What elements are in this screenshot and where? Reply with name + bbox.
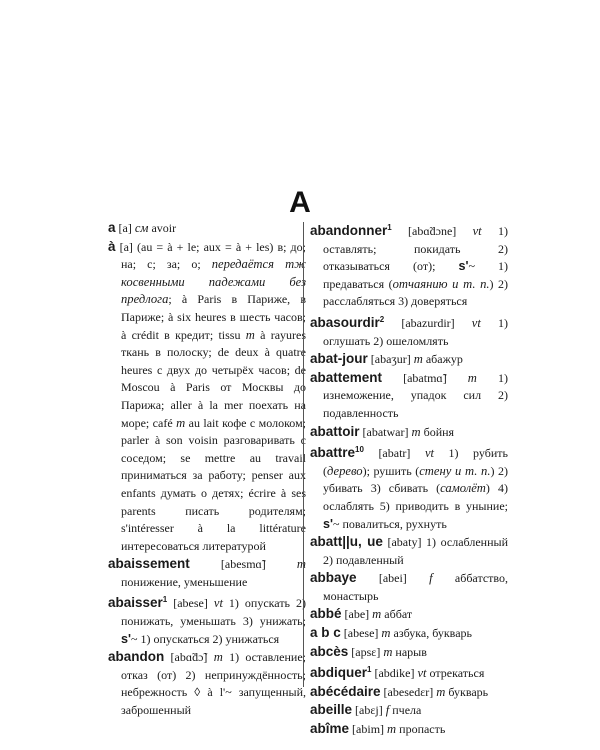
entry-text: 1) оставлять; покидать 2) отказываться (от);	[323, 224, 508, 274]
conjugation-number: 2	[379, 314, 385, 324]
dictionary-entry	[108, 219, 306, 238]
conjugation-number: 1	[162, 595, 168, 605]
entry-label-italic: m	[176, 415, 186, 430]
entry-text: [apsɛ]	[348, 644, 384, 659]
entry-text: ~ 1) предаваться (	[323, 259, 508, 291]
entry-label-italic: m	[413, 352, 423, 367]
entry-label-italic: стену и т. п.	[419, 463, 491, 478]
dictionary-entry	[310, 683, 508, 702]
dictionary-entry	[310, 423, 508, 442]
column-divider	[303, 222, 304, 687]
reflexive-marker: s'	[458, 259, 469, 274]
entry-headword: abattoir	[310, 423, 360, 439]
entry-headword: abbé	[310, 606, 342, 622]
entry-text: ) 4) ослаблять 5) приводить в уныние;	[323, 481, 508, 513]
entry-headword: abattre	[310, 445, 356, 461]
entry-label-italic: f	[429, 571, 433, 586]
dictionary-entry	[310, 311, 508, 350]
entry-text: [abdike]	[371, 666, 418, 681]
entry-text: понижение, уменьшение	[121, 574, 248, 589]
entry-text: [abe]	[341, 607, 373, 622]
dictionary-entry	[310, 441, 508, 533]
entry-text: à rayures ткань в полоску; de deux à quatre heures с двух до четырёх часов; de Moscou à Paris от Москвы до Парижа; aller à la mer поехать на море; café	[121, 327, 307, 430]
entry-text: пропасть	[396, 722, 446, 737]
entry-text: отрекаться	[426, 666, 485, 681]
entry-headword: abandon	[108, 649, 165, 665]
entry-label-italic: m	[245, 327, 255, 342]
entry-text: [abɑ̃dɔ̃]	[164, 650, 214, 665]
dictionary-entry	[310, 533, 508, 569]
entry-label-italic: vt	[417, 666, 427, 681]
entries-column-right	[310, 219, 508, 739]
reflexive-marker: s'	[323, 516, 333, 531]
dictionary-entry	[310, 643, 508, 662]
entry-headword: abeille	[310, 702, 353, 718]
section-letter: A	[289, 186, 311, 219]
entry-headword: abbaye	[310, 570, 357, 586]
entry-text: [abatmɑ̃]	[382, 370, 468, 385]
dictionary-entry	[310, 369, 508, 423]
entry-headword: abattement	[310, 369, 383, 385]
entry-headword: abîme	[310, 721, 350, 737]
entry-headword: à	[108, 238, 116, 254]
entry-headword: abdiquer	[310, 665, 368, 681]
dictionary-entry	[108, 238, 306, 556]
entry-headword: abaissement	[108, 556, 190, 572]
entry-label-italic: f	[385, 703, 390, 718]
dictionary-entry	[310, 701, 508, 720]
entry-label-italic: m	[296, 557, 306, 572]
entry-text: аббат	[381, 607, 413, 622]
conjugation-number: 1	[367, 665, 372, 675]
entry-text: [abese]	[167, 596, 214, 611]
entry-text: [abaʒur]	[367, 352, 414, 367]
entry-text: ) 2) убивать 3) сбивать (	[323, 463, 508, 496]
dictionary-entry	[310, 350, 508, 369]
entry-label-italic: vt	[471, 315, 481, 330]
entry-text: 1) оставление; отказ (от) 2) непринуждённость; небрежность ◊ à l'~ запущенный, заброшенный	[121, 650, 306, 718]
entry-label-italic: отчаянию и т. п.	[392, 276, 490, 291]
entry-headword: a b c	[310, 625, 341, 641]
entry-text: [abatr]	[363, 446, 425, 461]
entry-text: avoir	[148, 221, 177, 235]
entry-text: [abazurdir]	[384, 315, 472, 330]
entry-text: 1) оглушать 2) ошеломлять	[323, 315, 508, 348]
entry-text: бойня	[420, 424, 455, 439]
entry-text: 1) изнеможение, упадок сил 2) подавленность	[323, 370, 508, 420]
dictionary-entry	[310, 624, 508, 643]
entry-label-italic: m	[381, 626, 391, 641]
entry-text: [abim]	[349, 722, 388, 737]
entry-text: нарыв	[392, 644, 427, 659]
entry-label-italic: передаётся тж косвенными падежами без предлога	[121, 257, 306, 307]
entry-text: [a]	[115, 221, 135, 235]
dictionary-entry	[310, 219, 508, 311]
entry-text: букварь	[445, 684, 489, 699]
entry-text: [abaty] 1) ослабленный 2) подавленный	[323, 535, 508, 567]
entry-label-italic: vt	[472, 224, 482, 238]
entry-label-italic: m	[467, 370, 477, 385]
entry-headword: abasourdir	[310, 314, 380, 330]
dictionary-entry	[108, 648, 306, 719]
entry-text: [abei]	[356, 571, 430, 586]
entry-text: [abatwar]	[359, 424, 412, 439]
entry-label-italic: m	[213, 650, 223, 665]
entry-label-italic: m	[411, 424, 421, 439]
entry-text: ~ повалиться, рухнуть	[333, 516, 447, 531]
entry-label-italic: m	[372, 607, 382, 622]
entry-text: [abɛj]	[352, 703, 386, 718]
entry-label-italic: m	[383, 644, 393, 659]
entry-label-italic: m	[387, 722, 397, 737]
entry-text: пчела	[389, 703, 422, 718]
entry-text: 1) рубить (	[323, 446, 508, 478]
entry-label-italic: см	[134, 221, 149, 235]
dictionary-entry	[108, 591, 306, 648]
entry-text: ; à Paris в Париже, в Париже; à six heures в шесть часов; à crédit в кредит; tissu	[121, 292, 306, 342]
entry-text: [abesedɛr]	[380, 684, 437, 699]
entry-text: ~ 1) опускаться 2) унижаться	[131, 631, 280, 646]
entry-headword: a	[108, 220, 116, 235]
entry-text: [a] (au = à + le; aux = à + les) в; до; на; с; за; о;	[115, 239, 306, 272]
entry-headword: abcès	[310, 643, 349, 659]
entry-headword: abatt||u, ue	[310, 534, 383, 550]
entry-label-italic: vt	[213, 596, 223, 611]
entry-text: [abese]	[340, 626, 382, 641]
conjugation-number: 1	[387, 223, 392, 232]
entry-text: азбука, букварь	[390, 626, 472, 641]
entry-headword: abat-jour	[310, 351, 368, 367]
entry-text: au lait кофе с молоком; parler à son voisin разговаривать с соседом; se mettre au travail приниматься за работу; penser aux enfants думать о детях; écrire à ses parents писать родителям; s'intéresser à la littérature интересоваться литературой	[121, 415, 306, 553]
entry-text: ); рушить (	[362, 463, 420, 478]
entry-text: [abesmɑ̃]	[189, 557, 297, 572]
dictionary-entry	[310, 605, 508, 624]
dictionary-entry	[310, 569, 508, 605]
dictionary-entry	[310, 661, 508, 683]
entry-headword: abandonner	[310, 223, 388, 238]
entry-label-italic: самолёт	[440, 481, 486, 496]
entry-text: 1) опускать 2) понижать, уменьшать 3) унижать;	[121, 596, 307, 629]
entry-headword: abaisser	[108, 595, 163, 611]
entry-headword: abécédaire	[310, 683, 381, 699]
entry-text: [abɑ̃dɔne]	[391, 224, 473, 238]
dictionary-entry	[310, 720, 508, 739]
conjugation-number: 10	[355, 445, 364, 455]
entry-label-italic: дерево	[327, 463, 363, 478]
entry-label-italic: m	[436, 684, 446, 699]
entry-text: абажур	[422, 352, 463, 367]
entry-text: аббатство, монастырь	[323, 571, 508, 603]
entry-label-italic: vt	[424, 446, 435, 461]
reflexive-marker: s'	[121, 631, 131, 646]
entry-text: ) 2) расслабляться 3) доверяться	[323, 276, 509, 309]
entries-column-left	[108, 219, 306, 720]
dictionary-entry	[108, 555, 306, 591]
